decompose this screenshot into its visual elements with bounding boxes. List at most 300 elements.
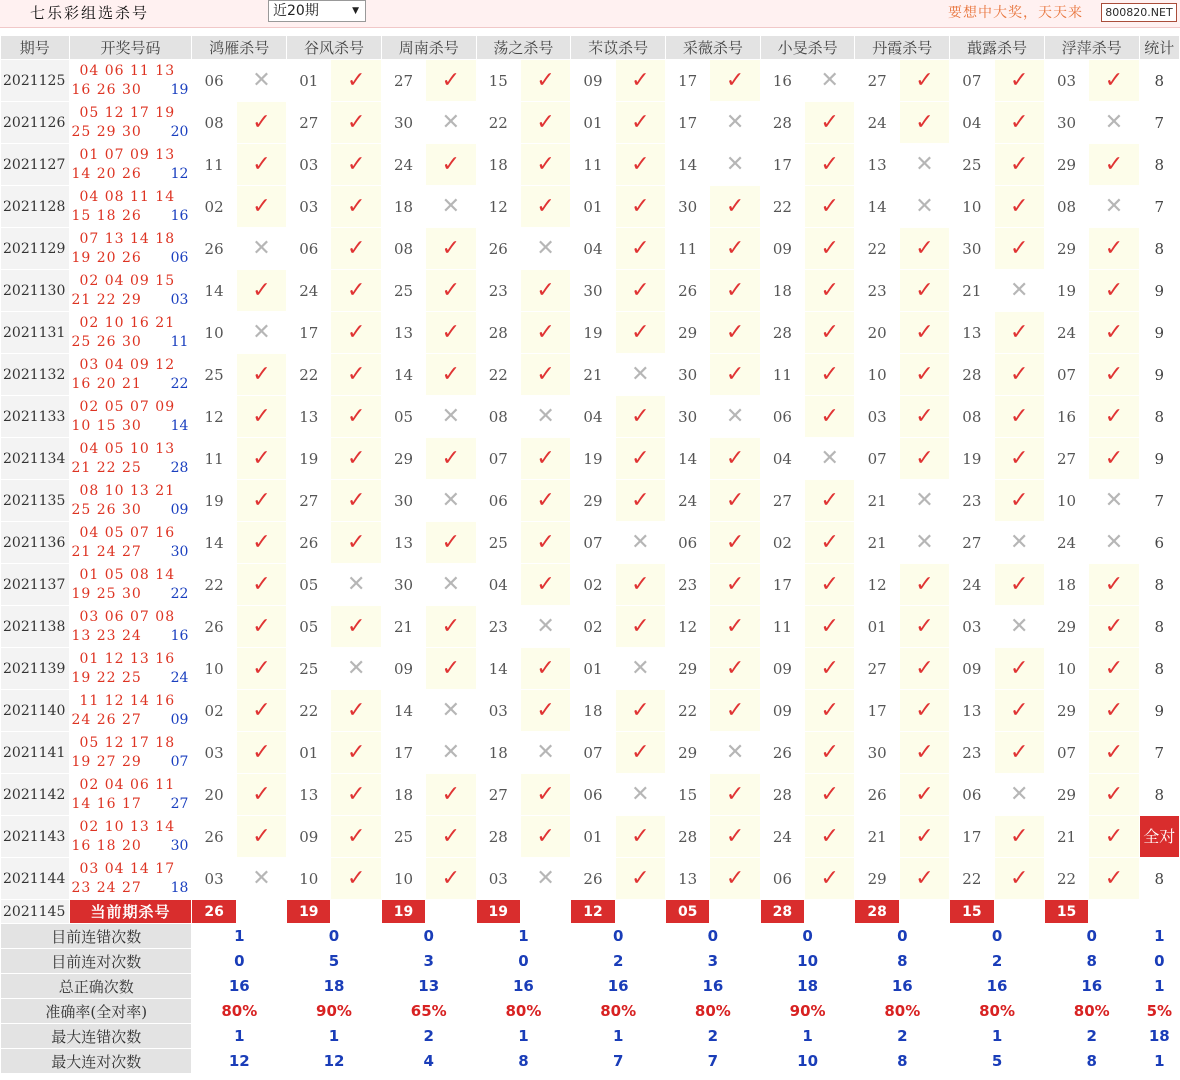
result-cell [520,270,570,312]
kill-number: 26 [666,270,710,312]
result-cell [426,816,476,858]
draw-numbers-line2: 10 15 30 [71,418,142,434]
result-cell [426,312,476,354]
current-kill-number: 19 [381,900,425,924]
summary-value: 0 [192,949,287,974]
table-row [1,186,1180,228]
cross-icon: ✕ [631,656,650,681]
table-row [1,774,1180,816]
check-icon: ✓ [1009,488,1029,513]
kill-number: 27 [760,480,804,522]
cross-icon: ✕ [252,236,271,261]
check-icon: ✓ [346,446,366,471]
check-icon: ✓ [1104,866,1124,891]
row-stat: 9 [1139,354,1179,396]
check-icon: ✓ [631,152,650,177]
result-cell [331,816,381,858]
kill-number: 29 [571,480,615,522]
kill-number: 22 [287,354,331,396]
result-cell [899,774,949,816]
cross-icon: ✕ [441,698,461,723]
cross-icon: ✕ [346,656,366,681]
period-select-value: 近20期 [273,3,319,19]
summary-value: 16 [192,974,287,999]
current-kill-number: 12 [571,900,615,924]
kill-number: 11 [192,144,236,186]
kill-number: 13 [855,144,899,186]
result-cell [236,606,286,648]
kill-number: 08 [476,396,520,438]
summary-value: 1 [1139,924,1179,949]
cross-icon: ✕ [1104,530,1124,555]
special-number: 14 [170,418,189,434]
summary-value: 3 [381,949,476,974]
kill-number: 08 [192,102,236,144]
check-icon: ✓ [252,740,271,765]
kill-number: 08 [381,228,425,270]
check-icon: ✓ [915,278,934,303]
check-icon: ✓ [631,236,650,261]
summary-value: 80% [571,999,666,1024]
kill-number: 10 [287,858,331,900]
table-row [1,228,1180,270]
kill-number: 29 [666,312,710,354]
result-cell [994,354,1044,396]
kill-number: 03 [855,396,899,438]
issue-number: 2021129 [1,228,70,270]
draw-numbers-line1: 05 12 17 18 [79,735,176,751]
kill-number: 25 [192,354,236,396]
summary-row [1,1024,1180,1049]
kill-number: 06 [950,774,994,816]
draw-numbers-line2: 14 20 26 [71,166,142,182]
check-icon: ✓ [346,152,366,177]
result-cell [710,564,760,606]
kill-number: 02 [571,564,615,606]
result-cell [710,690,760,732]
kill-number: 17 [666,102,710,144]
kill-number: 30 [381,564,425,606]
kill-number: 29 [1044,144,1088,186]
kill-number: 19 [571,438,615,480]
kill-number: 06 [476,480,520,522]
kill-number: 18 [476,732,520,774]
check-icon: ✓ [915,572,934,597]
check-icon: ✓ [915,68,934,93]
result-cell [805,522,855,564]
check-icon: ✓ [631,404,650,429]
check-icon: ✓ [536,362,555,387]
current-kill-spacer [520,900,570,924]
check-icon: ✓ [346,740,366,765]
result-cell [805,690,855,732]
result-cell [520,144,570,186]
cross-icon: ✕ [441,740,461,765]
check-icon: ✓ [725,530,745,555]
kill-number: 24 [1044,312,1088,354]
result-cell [236,774,286,816]
check-icon: ✓ [820,278,839,303]
draw-numbers-line2: 19 20 26 [71,250,142,266]
check-icon: ✓ [346,404,366,429]
kill-number: 23 [666,564,710,606]
row-stat: 9 [1139,270,1179,312]
issue-number: 2021133 [1,396,70,438]
result-cell [520,186,570,228]
draw-numbers-line2: 19 25 30 [71,586,142,602]
kill-number: 25 [287,648,331,690]
check-icon: ✓ [725,446,745,471]
check-icon: ✓ [1009,866,1029,891]
draw-numbers-line2: 16 20 21 [71,376,142,392]
summary-row [1,999,1180,1024]
result-cell [520,648,570,690]
result-cell [994,60,1044,102]
kill-number: 28 [476,312,520,354]
check-icon: ✓ [346,68,366,93]
kill-number: 03 [287,144,331,186]
result-cell [994,606,1044,648]
summary-value: 80% [476,999,571,1024]
draw-numbers-line2: 25 26 30 [71,334,142,350]
check-icon: ✓ [915,236,934,261]
check-icon: ✓ [252,110,271,135]
row-stat: 8 [1139,606,1179,648]
issue-number: 2021125 [1,60,70,102]
summary-value: 4 [381,1049,476,1074]
kill-number: 28 [666,816,710,858]
result-cell [710,732,760,774]
result-cell [805,270,855,312]
kill-number: 26 [855,774,899,816]
check-icon: ✓ [536,320,555,345]
table-row [1,816,1180,858]
row-stat: 8 [1139,144,1179,186]
result-cell [331,606,381,648]
check-icon: ✓ [1104,362,1124,387]
summary-row [1,949,1180,974]
result-cell [615,396,665,438]
row-stat: 7 [1139,480,1179,522]
summary-value: 8 [476,1049,571,1074]
draw-numbers [69,732,192,774]
check-icon: ✓ [252,530,271,555]
column-header: 期号 [1,36,70,60]
summary-value: 1 [287,1024,382,1049]
kill-number: 30 [1044,102,1088,144]
kill-number: 19 [287,438,331,480]
draw-numbers-line2: 24 26 27 [71,712,142,728]
result-cell [426,774,476,816]
column-header: 统计 [1139,36,1179,60]
result-cell [1089,228,1139,270]
kill-number: 09 [760,648,804,690]
kill-number: 25 [476,522,520,564]
issue-number: 2021137 [1,564,70,606]
cross-icon: ✕ [441,194,461,219]
kill-number: 03 [1044,60,1088,102]
kill-number: 13 [381,312,425,354]
kill-number: 28 [760,312,804,354]
draw-numbers [69,228,192,270]
check-icon: ✓ [725,614,745,639]
cross-icon: ✕ [915,194,934,219]
kill-number: 29 [666,648,710,690]
check-icon: ✓ [346,320,366,345]
kill-number: 16 [760,60,804,102]
result-cell [1089,648,1139,690]
kill-number: 23 [476,270,520,312]
draw-numbers-line2: 21 24 27 [71,544,142,560]
kill-number: 05 [287,606,331,648]
check-icon: ✓ [252,362,271,387]
check-icon: ✓ [441,278,461,303]
check-icon: ✓ [441,656,461,681]
check-icon: ✓ [252,404,271,429]
kill-number: 01 [287,732,331,774]
result-cell [520,732,570,774]
kill-number: 17 [760,144,804,186]
result-cell [899,606,949,648]
result-cell [426,732,476,774]
draw-numbers [69,858,192,900]
check-icon: ✓ [1104,740,1124,765]
kill-number: 18 [381,774,425,816]
row-stat: 8 [1139,774,1179,816]
result-cell [426,60,476,102]
cross-icon: ✕ [441,488,461,513]
row-stat: 7 [1139,186,1179,228]
kill-number: 14 [381,690,425,732]
check-icon: ✓ [1104,236,1124,261]
current-issue-number: 2021145 [1,900,70,924]
current-kill-spacer [615,900,665,924]
summary-row [1,974,1180,999]
kill-number: 07 [571,522,615,564]
site-badge[interactable]: 800820.NET [1101,3,1177,22]
special-number: 20 [170,124,189,140]
issue-number: 2021132 [1,354,70,396]
result-cell [520,858,570,900]
summary-value: 2 [1044,1024,1139,1049]
current-kill-number: 28 [855,900,899,924]
page-title: 七乐彩组选杀号 [30,4,150,22]
kill-number: 24 [1044,522,1088,564]
check-icon: ✓ [915,824,934,849]
check-icon: ✓ [915,614,934,639]
cross-icon: ✕ [536,740,555,765]
result-cell [236,564,286,606]
result-cell [994,690,1044,732]
result-cell [236,186,286,228]
summary-value: 8 [855,949,950,974]
draw-numbers-line1: 07 13 14 18 [79,231,176,247]
kill-number: 14 [192,270,236,312]
cross-icon: ✕ [725,152,745,177]
draw-numbers-line1: 01 07 09 13 [79,147,176,163]
column-header: 周南杀号 [381,36,476,60]
summary-label: 目前连对次数 [1,949,192,974]
check-icon: ✓ [1104,572,1124,597]
kill-number: 18 [571,690,615,732]
kill-number: 22 [192,564,236,606]
period-select[interactable] [268,0,366,22]
draw-numbers [69,396,192,438]
draw-numbers-line1: 04 08 11 14 [79,189,176,205]
row-stat: 6 [1139,522,1179,564]
kill-number: 19 [192,480,236,522]
cross-icon: ✕ [1009,782,1029,807]
draw-numbers-line1: 03 04 14 17 [79,861,176,877]
table-row [1,480,1180,522]
dropdown-arrow-icon: ▼ [352,6,359,16]
kill-number: 09 [381,648,425,690]
kill-number: 04 [476,564,520,606]
kill-number: 13 [950,312,994,354]
kill-number: 02 [571,606,615,648]
result-cell [1089,438,1139,480]
result-cell [236,648,286,690]
result-cell [331,60,381,102]
check-icon: ✓ [1104,614,1124,639]
cross-icon: ✕ [1104,194,1124,219]
kill-number: 07 [571,732,615,774]
table-row [1,858,1180,900]
kill-number: 27 [287,480,331,522]
check-icon: ✓ [820,110,839,135]
kill-number: 24 [666,480,710,522]
check-icon: ✓ [631,824,650,849]
check-icon: ✓ [1009,824,1029,849]
summary-value: 2 [950,949,1045,974]
summary-value: 18 [1139,1024,1179,1049]
draw-numbers-line1: 08 10 13 21 [79,483,176,499]
kill-number: 10 [855,354,899,396]
result-cell [426,438,476,480]
check-icon: ✓ [536,446,555,471]
result-cell [899,270,949,312]
cross-icon: ✕ [725,404,745,429]
summary-value: 1 [192,924,287,949]
kill-number: 10 [192,312,236,354]
kill-number: 12 [855,564,899,606]
draw-numbers-line1: 01 12 13 16 [79,651,176,667]
check-icon: ✓ [631,68,650,93]
check-icon: ✓ [820,824,839,849]
check-icon: ✓ [252,782,271,807]
kill-number: 30 [666,354,710,396]
result-cell [710,774,760,816]
result-cell [899,60,949,102]
check-icon: ✓ [1104,320,1124,345]
kill-number: 29 [1044,774,1088,816]
result-cell [710,522,760,564]
result-cell [1089,144,1139,186]
result-cell [520,522,570,564]
kill-number: 06 [760,858,804,900]
check-icon: ✓ [725,488,745,513]
result-cell [615,816,665,858]
result-cell [899,648,949,690]
special-number: 30 [170,838,189,854]
cross-icon: ✕ [820,446,839,471]
check-icon: ✓ [1009,572,1029,597]
check-icon: ✓ [820,404,839,429]
kill-number: 01 [571,186,615,228]
check-icon: ✓ [441,362,461,387]
table-header-row [1,36,1180,60]
kill-number: 30 [855,732,899,774]
special-number: 27 [170,796,189,812]
result-cell [331,102,381,144]
kill-number: 10 [381,858,425,900]
kill-number: 17 [666,60,710,102]
kill-number: 14 [476,648,520,690]
kill-number: 22 [476,102,520,144]
kill-number: 01 [287,60,331,102]
check-icon: ✓ [1009,656,1029,681]
result-cell [710,228,760,270]
current-stat-spacer [1139,900,1179,924]
cross-icon: ✕ [252,866,271,891]
summary-value: 80% [666,999,761,1024]
check-icon: ✓ [346,110,366,135]
special-number: 09 [170,712,189,728]
kill-number: 27 [381,60,425,102]
cross-icon: ✕ [536,404,555,429]
kill-number: 27 [950,522,994,564]
result-cell [899,816,949,858]
check-icon: ✓ [536,530,555,555]
summary-value: 0 [1139,949,1179,974]
draw-numbers [69,816,192,858]
result-cell [710,312,760,354]
summary-value: 80% [1044,999,1139,1024]
table-row [1,690,1180,732]
check-icon: ✓ [441,530,461,555]
result-cell [899,102,949,144]
kill-number: 11 [192,438,236,480]
result-cell [805,816,855,858]
kill-number: 06 [287,228,331,270]
special-number: 12 [170,166,189,182]
cross-icon: ✕ [1009,614,1029,639]
current-kill-number: 15 [1044,900,1088,924]
column-header: 蕺露杀号 [950,36,1045,60]
result-cell [710,648,760,690]
result-cell [615,648,665,690]
kill-number: 28 [760,102,804,144]
issue-number: 2021140 [1,690,70,732]
summary-value: 80% [855,999,950,1024]
check-icon: ✓ [1009,194,1029,219]
kill-number: 25 [381,270,425,312]
kill-number: 22 [287,690,331,732]
result-cell [994,312,1044,354]
kill-number: 06 [760,396,804,438]
result-cell [236,354,286,396]
result-cell [615,774,665,816]
result-cell [331,186,381,228]
kill-number: 29 [855,858,899,900]
check-icon: ✓ [536,68,555,93]
result-cell [331,564,381,606]
check-icon: ✓ [536,278,555,303]
kill-number: 07 [950,60,994,102]
summary-value: 8 [1044,949,1139,974]
cross-icon: ✕ [1104,110,1124,135]
kill-number: 03 [287,186,331,228]
